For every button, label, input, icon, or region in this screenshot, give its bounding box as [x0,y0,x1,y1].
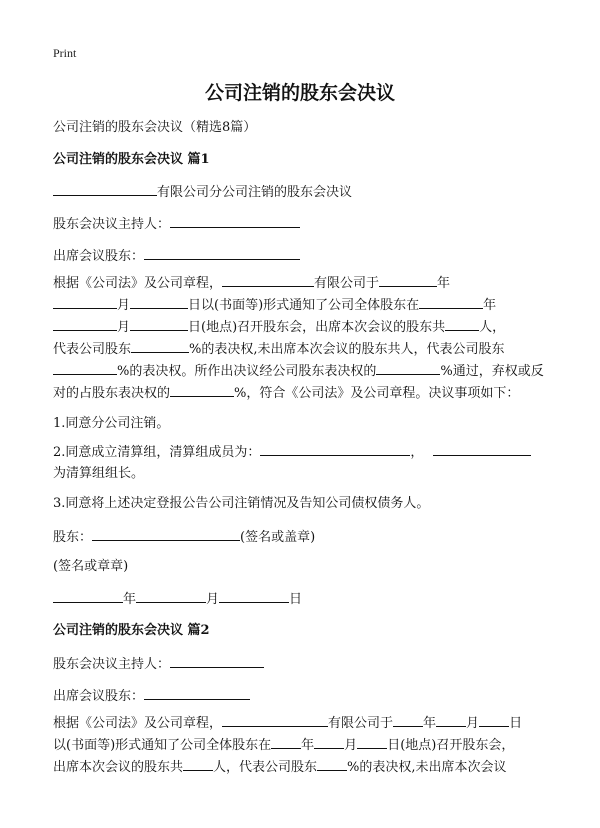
signature-note: (签名或章章) [53,559,129,574]
item-3: 3.同意将上述决定登报公告公司注销情况及告知公司债权债务人。 [53,496,430,511]
company-name-blank [53,181,157,196]
item-1: 1.同意分公司注销。 [53,416,170,431]
resolution-heading-line: 有限公司分公司注销的股东会决议 [53,181,540,203]
shareholder-line: 股东： (签名或盖章) [53,526,540,548]
attend-line: 出席会议股东： [53,245,540,267]
date-line: 年 月 日 [53,588,540,610]
item-2: 2.同意成立清算组，清算组成员为： ， 为清算组组长。 [53,441,549,484]
section-heading-1: 公司注销的股东会决议 篇1 [53,152,210,167]
attend-blank [144,245,300,260]
host-line: 股东会决议主持人： [53,213,540,235]
attend-line-2: 出席会议股东： [53,685,540,707]
page-title: 公司注销的股东会决议 [204,82,395,104]
print-link[interactable]: Print [53,46,77,60]
host-line-2: 股东会决议主持人： [53,653,540,675]
section-heading-2: 公司注销的股东会决议 篇2 [53,623,210,638]
subtitle: 公司注销的股东会决议（精选8篇） [53,120,257,135]
resolution-paragraph: 根据《公司法》及公司章程， 有限公司于 年 月 日以(书面等)形式通知了公司全体股东在 年 月 日(地点)召开股东会，出席本次会议的股东共 人， 代表公司股东 %的表决权,未出席本次会议的股东共人，代表公司股东 %的表决权。所作出决议经公司股东表决权的 %通过，弃权或反对的占股东表决权的 %，符合《公司法》及公司章程。决议事项如下： [53,272,549,404]
resolution-paragraph-2: 根据《公司法》及公司章程， 有限公司于 年 月 日 以(书面等)形式通知了公司全体股东在 年 月 日(地点)召开股东会， 出席本次会议的股东共 人，代表公司股东 %的表决权,未出席本次会议 [53,712,549,778]
host-blank [170,213,300,228]
